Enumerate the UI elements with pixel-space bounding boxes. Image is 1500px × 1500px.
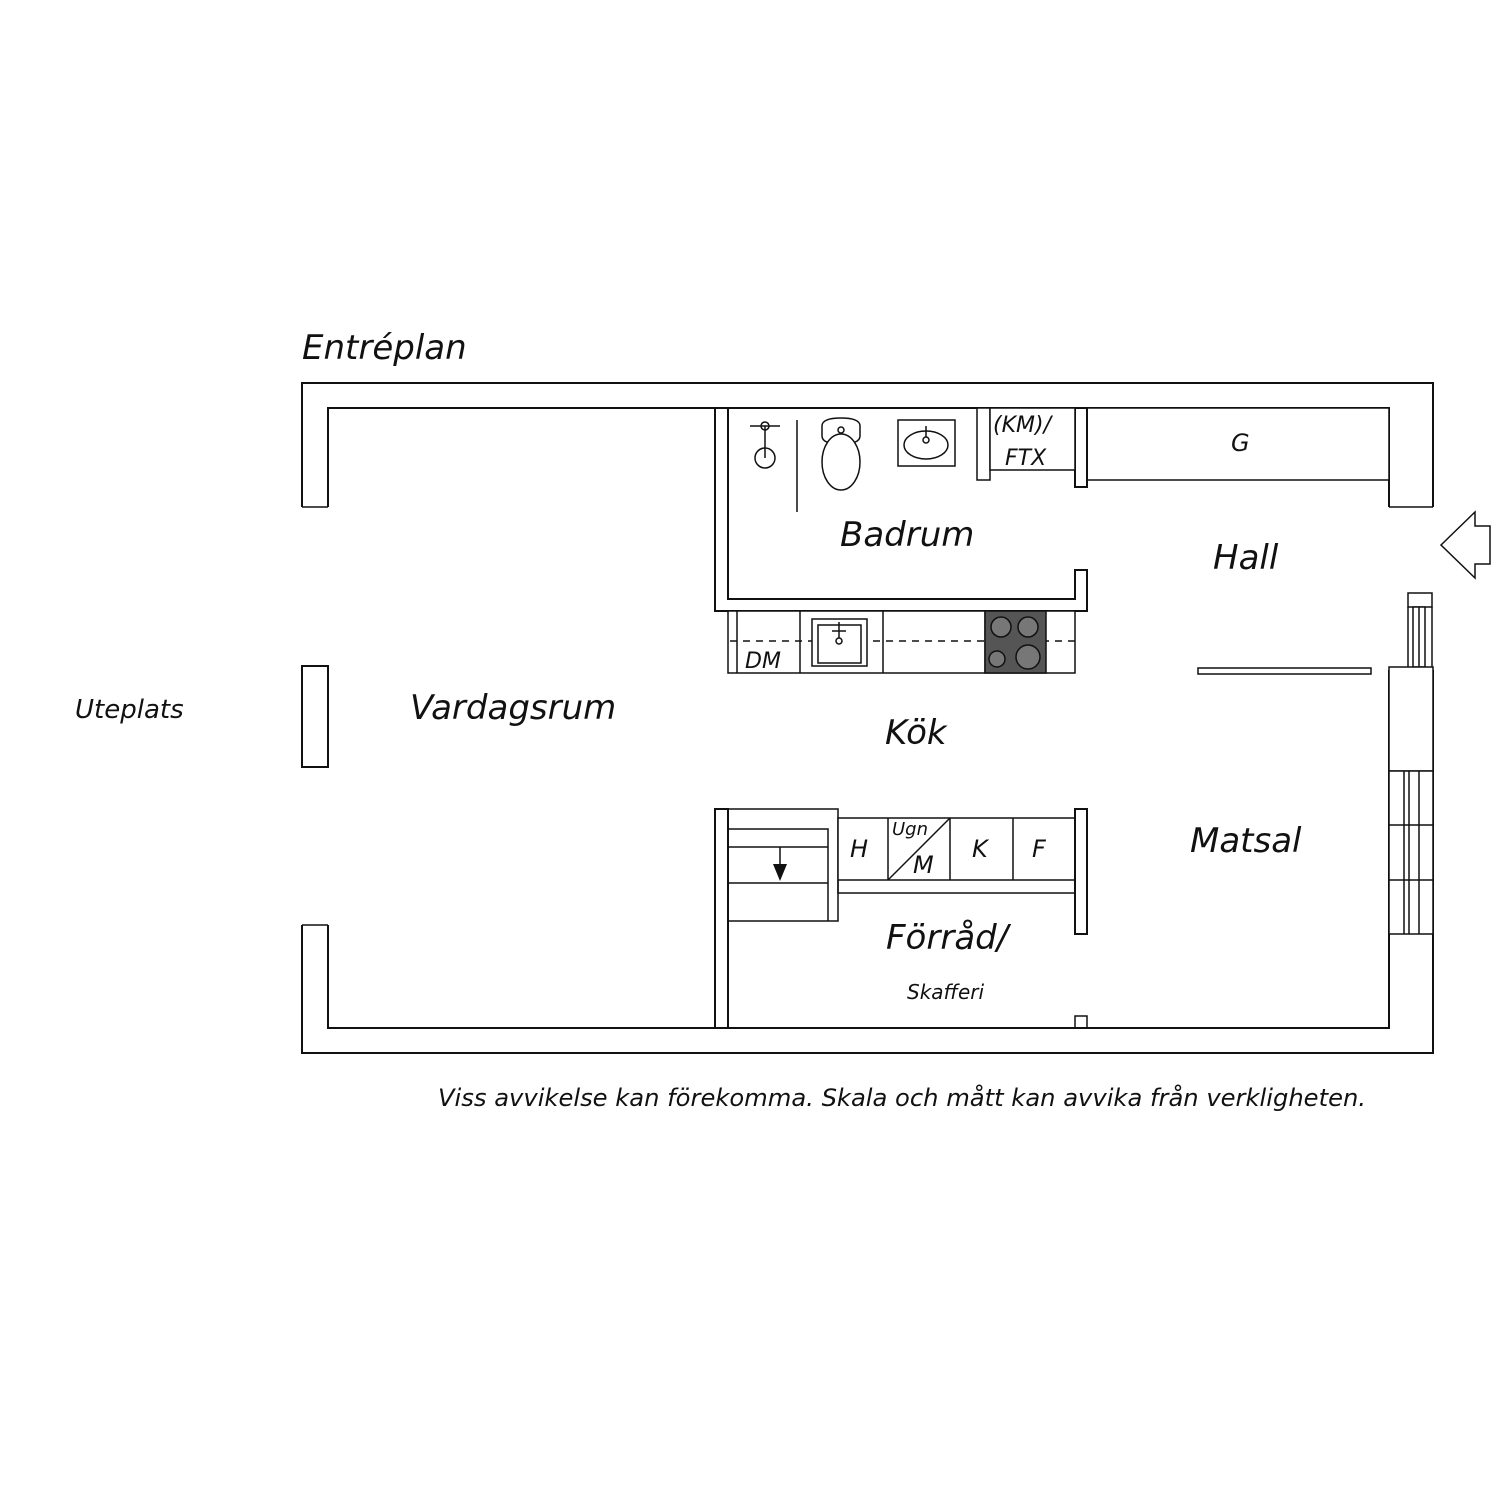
east-entrance-opening (1384, 507, 1439, 593)
room-label-matsal: Matsal (1190, 821, 1302, 861)
washbasin-icon (898, 420, 955, 466)
dishwasher-label: DM (745, 649, 781, 674)
shower-icon (750, 420, 797, 512)
staircase (728, 809, 838, 921)
laundry-label-1: (KM)/ (993, 413, 1051, 438)
window-dining (1389, 771, 1433, 934)
room-label-forrad: Förråd/ (886, 918, 1009, 958)
h-label: H (850, 835, 869, 863)
entrance-arrow-icon (1441, 512, 1490, 578)
toilet-icon (822, 418, 860, 490)
room-label-kok: Kök (885, 713, 947, 753)
disclaimer: Viss avvikelse kan förekomma. Skala och mått kan avvika från verkligheten. (438, 1084, 1358, 1112)
storage-side-wall (1075, 809, 1087, 934)
fridge-label: K (972, 835, 988, 863)
freezer-label: F (1032, 835, 1046, 863)
wardrobe-side-wall (1075, 408, 1087, 487)
plan-title: Entréplan (302, 328, 467, 368)
outside-label-uteplats: Uteplats (75, 695, 184, 725)
wardrobe-label: G (1231, 429, 1250, 457)
stove-icon (985, 611, 1046, 673)
room-label-badrum: Badrum (840, 515, 975, 555)
west-wall-pier (302, 666, 328, 767)
oven-label: Ugn (892, 819, 929, 840)
laundry-label-2: FTX (1005, 446, 1047, 471)
west-opening-top (296, 507, 334, 666)
kitchen-sink-icon (812, 619, 867, 666)
storage-bottom-stub (1075, 1016, 1087, 1028)
microwave-label: M (913, 851, 934, 879)
room-label-vardagsrum: Vardagsrum (410, 688, 617, 728)
partition-wall-storage (715, 809, 728, 1028)
room-label-skafferi: Skafferi (907, 980, 985, 1004)
west-opening-bottom (296, 767, 334, 925)
hall-partition (1198, 668, 1371, 674)
room-label-hall: Hall (1213, 538, 1279, 578)
